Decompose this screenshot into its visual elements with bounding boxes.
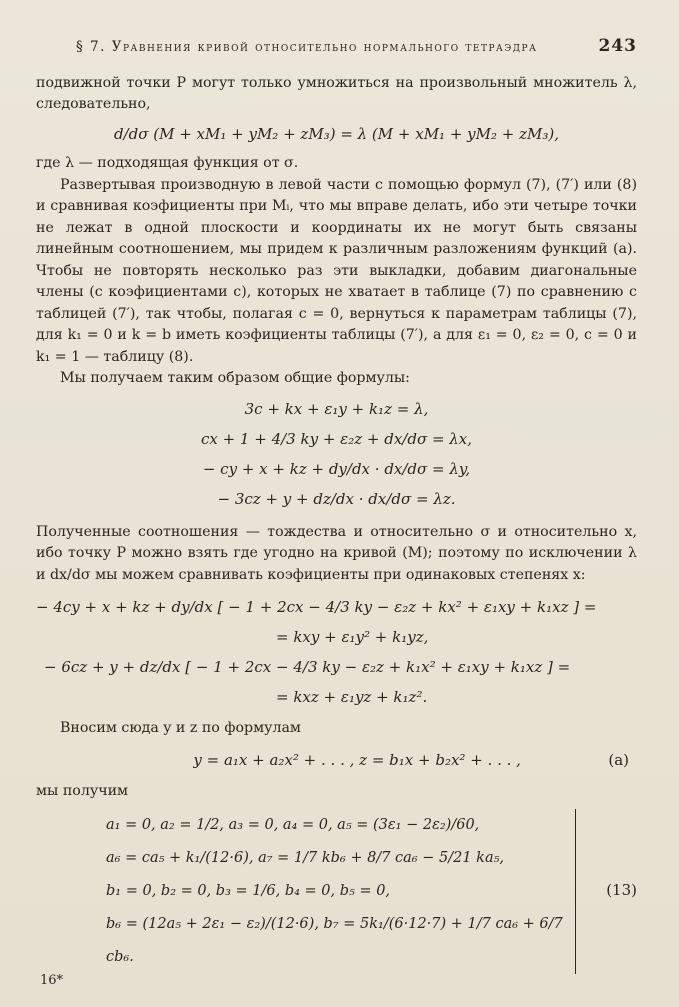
page-number: 243 [598, 36, 637, 56]
series-equation [36, 750, 637, 772]
equation-tag: (13) [606, 881, 637, 900]
paragraph-7: мы получим [36, 783, 129, 799]
comparison-line: = kxz + ε₁yz + k₁z². [276, 688, 428, 706]
formula-line: − 3cz + y + dz/dx · dx/dσ = λz. [217, 489, 456, 508]
formula-line: 3c + kx + ε₁y + k₁z = λ, [244, 399, 429, 418]
equation-1: d/dσ (M + xM₁ + yM₂ + zM₃) = λ (M + xM₁ + yM₂ + zM₃), [113, 124, 560, 143]
result-rows [106, 809, 576, 974]
running-head [76, 36, 637, 59]
comparison-line: − 4cy + x + kz + dy/dx [ − 1 + 2cx − 4/3 ky − ε₂z + kx² + ε₁xy + k₁xz ] = [36, 598, 597, 616]
paragraph-3: Развертывая производную в левой части с помощью формул (7), (7′) или (8) и сравнивая коэфициенты при Mᵢ, что мы вправе делать, ибо эти четыре точки не лежат в одной плоскости и координаты их не могут быть связаны линейным соотношением, мы придем к различным разложениям функций (a). Чтобы не повторять несколько раз эти выкладки, добавим диагональные члены (с коэфициентами c), которых не хватает в таблице (7) по сравнению с таблицей (7′), так чтобы, полагая c = 0, вернуться к параметрам таблицы (7), для k₁ = 0 и k = b иметь коэфициенты таблицы (7′), а для ε₁ = 0, ε₂ = 0, c = 0 и k₁ = 1 — таблицу (8). [36, 176, 637, 365]
result-system [36, 809, 637, 974]
equation-tag: (a) [608, 750, 629, 769]
general-formulas [36, 394, 637, 514]
series-expression: y = a₁x + a₂x² + . . . , z = b₁x + b₂x² + . . . , [193, 750, 521, 769]
comparison-line: = kxy + ε₁y² + k₁yz, [276, 628, 429, 646]
paragraph-4: Мы получаем таким образом общие формулы: [60, 370, 410, 386]
comparison-line: − 6cz + y + dz/dx [ − 1 + 2cx − 4/3 ky − ε₂z + k₁x² + ε₁xy + k₁xz ] = [44, 658, 571, 676]
signature-mark: 16* [40, 973, 64, 988]
result-row: b₆ = (12a₅ + 2ε₁ − ε₂)/(12·6), b₇ = 5k₁/(6·12·7) + 1/7 ca₆ + 6/7 cb₆. [106, 915, 563, 965]
paragraph-2: где λ — подходящая функция от σ. [36, 155, 299, 171]
result-row: b₁ = 0, b₂ = 0, b₃ = 1/6, b₄ = 0, b₅ = 0, [106, 882, 391, 899]
paragraph-5: Полученные соотношения — тождества и относительно σ и относительно x, ибо точку P можно взять где угодно на кривой (M); поэтому по исключении λ и dx/dσ мы можем сравнивать коэфициенты при одинаковых степенях x: [36, 523, 637, 583]
result-row: a₁ = 0, a₂ = 1/2, a₃ = 0, a₄ = 0, a₅ = (3ε₁ − 2ε₂)/60, [106, 816, 480, 833]
paragraph-6: Вносим сюда y и z по формулам [60, 720, 301, 736]
section-title: § 7. Уравнения кривой относительно нормального тетраэдра [76, 39, 538, 55]
paragraph-1: подвижной точки P могут только умножиться на произвольный множитель λ, следовательно, [36, 74, 637, 112]
comparison-equations [36, 592, 637, 712]
result-row: a₆ = ca₅ + k₁/(12·6), a₇ = 1/7 kb₆ + 8/7 ca₆ − 5/21 ka₅, [106, 849, 505, 866]
formula-line: − cy + x + kz + dy/dx · dx/dσ = λy, [202, 459, 471, 478]
formula-line: cx + 1 + 4/3 ky + ε₂z + dx/dσ = λx, [200, 429, 473, 448]
